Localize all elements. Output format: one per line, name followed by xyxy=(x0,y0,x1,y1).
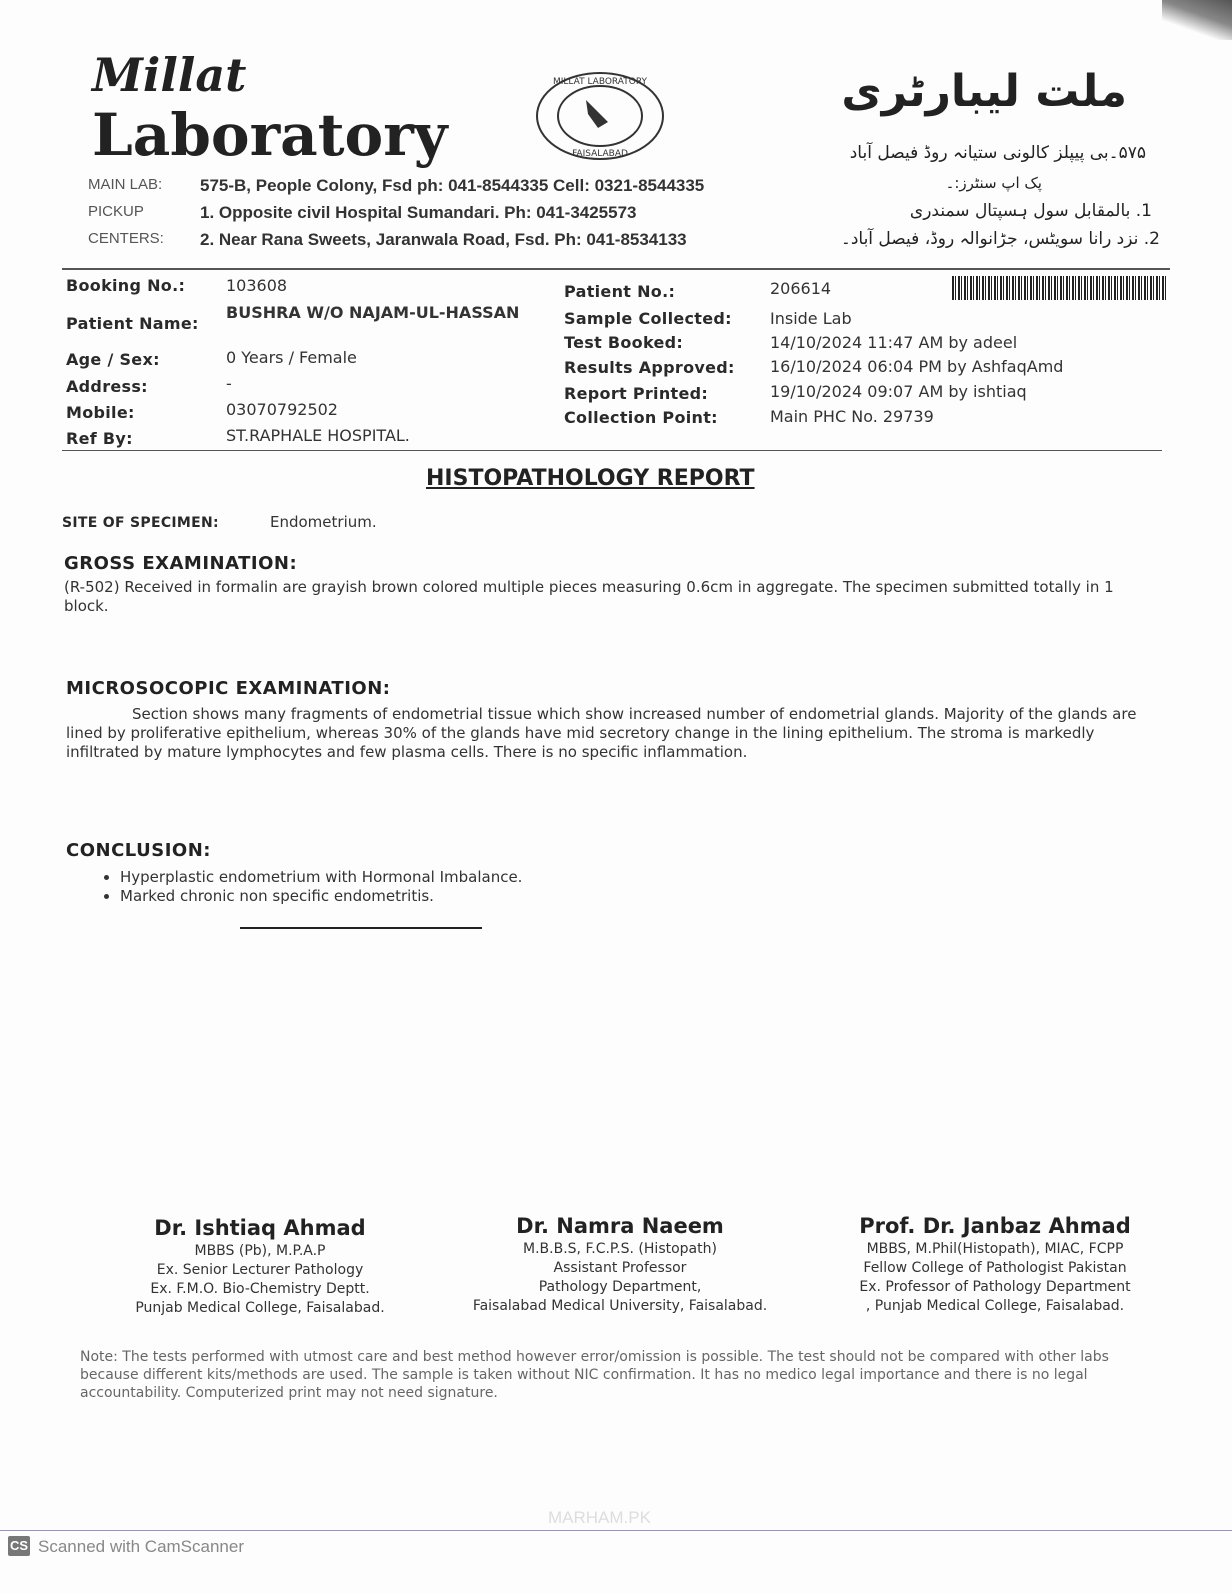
gross-text: (R-502) Received in formalin are grayish brown colored multiple pieces measuring 0.6cm in aggregate. The specimen submitted totally in 1 block. xyxy=(64,578,1114,615)
svg-text:FAISALABAD: FAISALABAD xyxy=(572,149,628,159)
mobile-value: 03070792502 xyxy=(226,400,338,419)
signatory-line: Ex. F.M.O. Bio-Chemistry Deptt. xyxy=(150,1281,370,1297)
age-sex-label: Age / Sex: xyxy=(66,350,160,369)
header-divider xyxy=(62,268,1170,270)
urdu-title: ملت لیبارٹری xyxy=(841,66,1127,117)
main-lab-address: 575-B, People Colony, Fsd ph: 041-8544335 Cell: 0321-8544335 xyxy=(200,176,705,195)
gross-heading: GROSS EXAMINATION: xyxy=(64,553,298,574)
collection-point-label: Collection Point: xyxy=(564,408,718,427)
svg-text:MILLAT LABORATORY: MILLAT LABORATORY xyxy=(552,77,648,87)
mobile-label: Mobile: xyxy=(66,403,135,422)
urdu-center-1: 1. بالمقابل سول ہسپتال سمندری xyxy=(909,201,1152,221)
signatory-line: Punjab Medical College, Faisalabad. xyxy=(135,1300,385,1316)
patient-divider xyxy=(62,450,1162,451)
barcode xyxy=(952,276,1168,300)
patient-name-value: BUSHRA W/O NAJAM-UL-HASSAN xyxy=(226,303,520,322)
signatory-line: Fellow College of Pathologist Pakistan xyxy=(863,1260,1127,1276)
signatory-1 xyxy=(80,1214,440,1318)
lab-seal-logo xyxy=(534,70,666,162)
signatory-line: Ex. Senior Lecturer Pathology xyxy=(156,1262,364,1278)
results-approved-value: 16/10/2024 06:04 PM by AshfaqAmd xyxy=(770,357,1064,376)
logo-line1: Millat xyxy=(92,48,247,102)
sample-collected-label: Sample Collected: xyxy=(564,309,732,328)
urdu-center-2: 2. نزد رانا سویٹس، جڑانوالہ روڈ، فیصل آباد۔ xyxy=(840,229,1160,249)
urdu-pickup: پک اپ سنٹرز:۔ xyxy=(945,174,1042,192)
sample-collected-value: Inside Lab xyxy=(770,309,852,328)
booking-no-value: 103608 xyxy=(226,276,288,295)
signatory-line: , Punjab Medical College, Faisalabad. xyxy=(865,1298,1125,1314)
camscanner-badge-icon: CS xyxy=(8,1536,30,1556)
signatory-name: Dr. Ishtiaq Ahmad xyxy=(154,1216,366,1240)
signatory-line: Ex. Professor of Pathology Department xyxy=(859,1279,1131,1295)
booking-no-label: Booking No.: xyxy=(66,276,186,295)
urdu-address: ۵۷۵۔بی پیپلز کالونی ستیانہ روڈ فیصل آباد xyxy=(849,143,1146,163)
address-label: Address: xyxy=(66,377,148,396)
site-value: Endometrium. xyxy=(270,513,377,531)
micro-heading: MICROSOCOPIC EXAMINATION: xyxy=(66,678,391,699)
signatory-line: MBBS (Pb), M.P.A.P xyxy=(194,1243,326,1259)
signatory-name: Dr. Namra Naeem xyxy=(516,1214,724,1238)
pickup-label: PICKUP xyxy=(88,203,144,220)
report-printed-label: Report Printed: xyxy=(564,384,709,403)
test-booked-label: Test Booked: xyxy=(564,333,684,352)
signatory-2 xyxy=(430,1212,810,1316)
age-sex-value: 0 Years / Female xyxy=(226,348,357,367)
patient-no-value: 206614 xyxy=(770,279,832,298)
signatory-line: Assistant Professor xyxy=(553,1260,687,1276)
pickup-center-2: 2. Near Rana Sweets, Jaranwala Road, Fsd. Ph: 041-8534133 xyxy=(200,230,687,249)
patient-name-label: Patient Name: xyxy=(66,314,199,333)
signatory-name: Prof. Dr. Janbaz Ahmad xyxy=(859,1214,1131,1238)
logo-line2: Laboratory xyxy=(92,101,448,169)
conclusion-item: • Marked chronic non specific endometritis. xyxy=(120,887,522,906)
conclusion-underline xyxy=(240,927,482,929)
results-approved-label: Results Approved: xyxy=(564,358,735,377)
disclaimer: Note: The tests performed with utmost care and best method however error/omission is possible. The test should not be compared with other labs because different kits/methods are used. The sample is taken without NIC confirmation. It has no medico legal importance and there is no legal accountability. Computerized print may not need signature. xyxy=(80,1349,1109,1401)
signatory-line: Pathology Department, xyxy=(538,1279,702,1295)
site-label: SITE OF SPECIMEN: xyxy=(62,515,219,531)
conclusion-list xyxy=(64,868,522,906)
collection-point-value: Main PHC No. 29739 xyxy=(770,407,934,426)
test-booked-value: 14/10/2024 11:47 AM by adeel xyxy=(770,333,1018,352)
ref-by-label: Ref By: xyxy=(66,429,133,448)
main-lab-label: MAIN LAB: xyxy=(88,176,163,193)
conclusion-item: • Hyperplastic endometrium with Hormonal Imbalance. xyxy=(120,868,522,887)
scanner-divider xyxy=(0,1530,1232,1531)
signatory-line: MBBS, M.Phil(Histopath), MIAC, FCPP xyxy=(866,1241,1124,1257)
signatory-3 xyxy=(810,1212,1180,1316)
pickup-center-1: 1. Opposite civil Hospital Sumandari. Ph: 041-3425573 xyxy=(200,203,637,222)
ref-by-value: ST.RAPHALE HOSPITAL. xyxy=(226,426,410,445)
micro-text: Section shows many fragments of endometrial tissue which show increased number of endometrial glands. Majority of the glands are lined by proliferative epithelium, whereas 30% of the glands have mid secretory change in the lining epithelium. The stroma is markedly infiltrated by mature lymphocytes and few plasma cells. There is no specific inflammation. xyxy=(66,705,1137,761)
report-title: HISTOPATHOLOGY REPORT xyxy=(426,466,755,491)
report-printed-value: 19/10/2024 09:07 AM by ishtiaq xyxy=(770,382,1027,401)
conclusion-heading: CONCLUSION: xyxy=(66,840,211,861)
scan-corner-shadow xyxy=(1162,0,1232,40)
patient-no-label: Patient No.: xyxy=(564,282,676,301)
watermark: MARHAM.PK xyxy=(548,1508,651,1527)
address-value: - xyxy=(226,374,232,393)
signatory-line: M.B.B.S, F.C.P.S. (Histopath) xyxy=(523,1241,717,1257)
signatory-line: Faisalabad Medical University, Faisalabad. xyxy=(472,1298,768,1314)
camscanner-label: Scanned with CamScanner xyxy=(38,1537,245,1556)
centers-label: CENTERS: xyxy=(88,230,164,247)
